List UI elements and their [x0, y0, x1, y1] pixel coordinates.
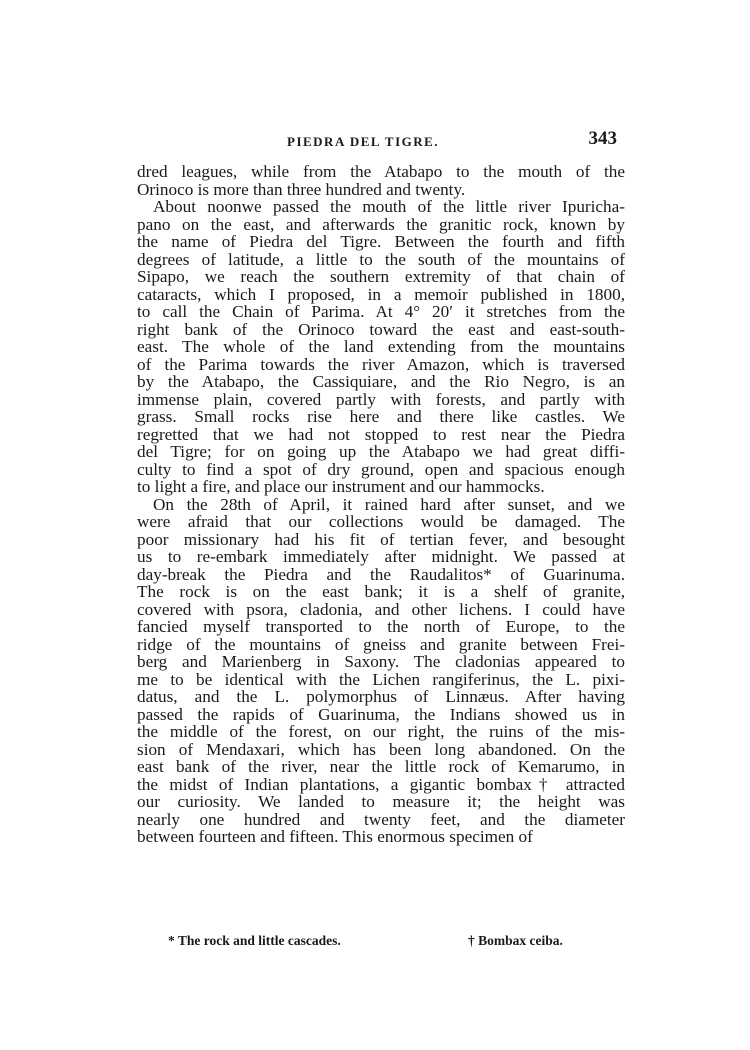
text-line: us to re-embark immediately after midnight. We passed at: [137, 547, 625, 566]
text-line: to light a fire, and place our instrument and our hammocks.: [137, 477, 545, 496]
text-line: me to be identical with the Lichen rangiferinus, the L. pixi-: [137, 669, 625, 689]
text-line: regretted that we had not stopped to rest near the Piedra: [137, 424, 625, 444]
text-line: del Tigre; for on going up the Atabapo we had great diffi-: [137, 442, 625, 461]
text-line: passed the rapids of Guarinuma, the Indians showed us in: [137, 704, 625, 724]
text-line: between fourteen and fifteen. This enormous specimen of: [137, 827, 533, 846]
text-line: Sipapo, we reach the southern extremity of that chain of: [137, 267, 625, 286]
paragraph: [137, 163, 625, 198]
text-line: nearly one hundred and twenty feet, and the diameter: [137, 809, 625, 829]
text-line: the midst of Indian plantations, a gigantic bombax† attracted: [137, 774, 625, 794]
footnote-bombax: † Bombax ceiba.: [468, 933, 563, 948]
text-line: datus, and the L. polymorphus of Linnæus. After having: [137, 687, 625, 706]
text-line: sion of Mendaxari, which has been long abandoned. On the: [137, 739, 625, 759]
text-line: east. The whole of the land extending from the mountains: [137, 337, 625, 356]
footnote-rock-cascades: * The rock and little cascades.: [168, 933, 341, 948]
text-line: fancied myself transported to the north of Europe, to the: [137, 617, 625, 636]
text-line: the name of Piedra del Tigre. Between the fourth and fifth: [137, 232, 625, 251]
body-text: [137, 163, 625, 846]
text-line: were afraid that our collections would be damaged. The: [137, 512, 625, 531]
running-title: PIEDRA DEL TIGRE.: [287, 134, 440, 149]
page-number: 343: [588, 128, 617, 149]
text-line: The rock is on the east bank; it is a shelf of granite,: [137, 582, 625, 601]
text-line: ridge of the mountains of gneiss and granite between Frei-: [137, 634, 625, 654]
text-line: degrees of latitude, a little to the south of the mountains of: [137, 249, 625, 269]
paragraph: [137, 496, 625, 846]
text-line: immense plain, covered partly with forests, and partly with: [137, 389, 625, 409]
text-line: day-break the Piedra and the Raudalitos* of Guarinuma.: [137, 564, 625, 584]
text-line: About noonwe passed the mouth of the little river Ipuricha-: [153, 197, 625, 216]
text-line: culty to find a spot of dry ground, open and spacious enough: [137, 459, 625, 479]
text-line: east bank of the river, near the little rock of Kemarumo, in: [137, 757, 625, 776]
running-head: [137, 128, 617, 158]
footnotes: [168, 933, 608, 955]
text-line: by the Atabapo, the Cassiquiare, and the Rio Negro, is an: [137, 372, 625, 391]
text-line: dred leagues, while from the Atabapo to the mouth of the: [137, 162, 625, 181]
text-line: right bank of the Orinoco toward the east and east-south-: [137, 319, 625, 339]
text-line: our curiosity. We landed to measure it; the height was: [137, 792, 625, 811]
text-line: On the 28th of April, it rained hard after sunset, and we: [153, 494, 625, 514]
text-line: the middle of the forest, on our right, the ruins of the mis-: [137, 722, 625, 741]
text-line: grass. Small rocks rise here and there like castles. We: [137, 407, 625, 426]
text-line: to call the Chain of Parima. At 4° 20′ it stretches from the: [137, 302, 625, 321]
text-line: poor missionary had his fit of tertian fever, and besought: [137, 529, 625, 549]
text-line: of the Parima towards the river Amazon, which is traversed: [137, 354, 625, 374]
paragraph: [137, 198, 625, 496]
text-line: berg and Marienberg in Saxony. The cladonias appeared to: [137, 652, 625, 671]
text-line: cataracts, which I proposed, in a memoir published in 1800,: [137, 284, 625, 304]
text-line: covered with psora, cladonia, and other lichens. I could have: [137, 599, 625, 619]
text-line: pano on the east, and afterwards the granitic rock, known by: [137, 214, 625, 234]
text-line: Orinoco is more than three hundred and twenty.: [137, 179, 466, 199]
